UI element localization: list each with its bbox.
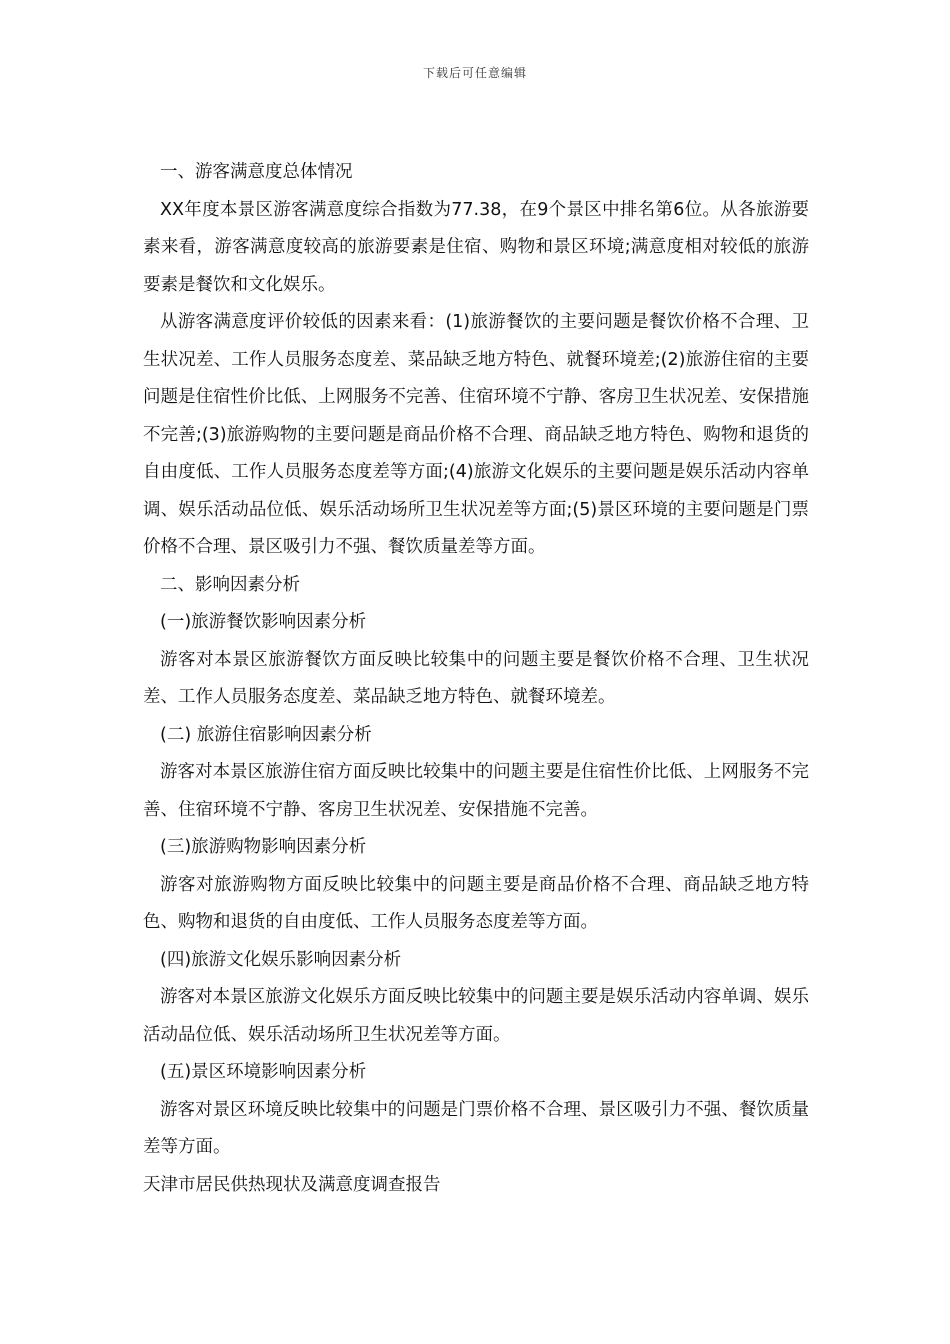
paragraph-entertainment: 游客对本景区旅游文化娱乐方面反映比较集中的问题主要是娱乐活动内容单调、娱乐活动品位低、娱乐活动场所卫生状况差等方面。 bbox=[143, 987, 809, 1045]
subheading-shopping: (三)旅游购物影响因素分析 bbox=[160, 837, 367, 857]
section-heading-overall: 一、游客满意度总体情况 bbox=[160, 162, 353, 182]
subheading-dining: (一)旅游餐饮影响因素分析 bbox=[160, 612, 367, 632]
subheading-entertainment: (四)旅游文化娱乐影响因素分析 bbox=[160, 949, 402, 970]
paragraph-shopping: 游客对旅游购物方面反映比较集中的问题主要是商品价格不合理、商品缺乏地方特色、购物和退货的自由度低、工作人员服务态度差等方面。 bbox=[143, 874, 809, 932]
page-header-note: 下载后可任意编辑 bbox=[422, 66, 527, 80]
subheading-environment: (五)景区环境影响因素分析 bbox=[160, 1062, 367, 1082]
paragraph-lodging: 游客对本景区旅游住宿方面反映比较集中的问题主要是住宿性价比低、上网服务不完善、住宿环境不宁静、客房卫生状况差、安保措施不完善。 bbox=[143, 762, 809, 820]
paragraph-low-factors: 从游客满意度评价较低的因素来看：(1)旅游餐饮的主要问题是餐饮价格不合理、卫生状况差、工作人员服务态度差、菜品缺乏地方特色、就餐环境差;(2)旅游住宿的主要问题是住宿性价比低、上网服务不完善、住宿环境不宁静、客房卫生状况差、安保措施不完善;(3)旅游购物的主要问题是商品价格不合理、商品缺乏地方特色、购物和退货的自由度低、工作人员服务态度差等方面;(4)旅游文化娱乐的主要问题是娱乐活动内容单调、娱乐活动品位低、娱乐活动场所卫生状况差等方面;(5)景区环境的主要问题是门票价格不合理、景区吸引力不强、餐饮质量差等方面。 bbox=[143, 312, 809, 557]
paragraph-overall-index: XX年度本景区游客满意度综合指数为77.38，在9个景区中排名第6位。从各旅游要素来看，游客满意度较高的旅游要素是住宿、购物和景区环境;满意度相对较低的旅游要素是餐饮和文化娱乐。 bbox=[143, 199, 809, 295]
document-body bbox=[143, 154, 809, 1204]
section-heading-factors: 二、影响因素分析 bbox=[160, 574, 300, 595]
paragraph-dining: 游客对本景区旅游餐饮方面反映比较集中的问题主要是餐饮价格不合理、卫生状况差、工作人员服务态度差、菜品缺乏地方特色、就餐环境差。 bbox=[143, 649, 809, 707]
paragraph-environment: 游客对景区环境反映比较集中的问题是门票价格不合理、景区吸引力不强、餐饮质量差等方面。 bbox=[143, 1099, 809, 1157]
next-report-title: 天津市居民供热现状及满意度调查报告 bbox=[143, 1174, 441, 1195]
subheading-lodging: (二) 旅游住宿影响因素分析 bbox=[160, 724, 372, 745]
